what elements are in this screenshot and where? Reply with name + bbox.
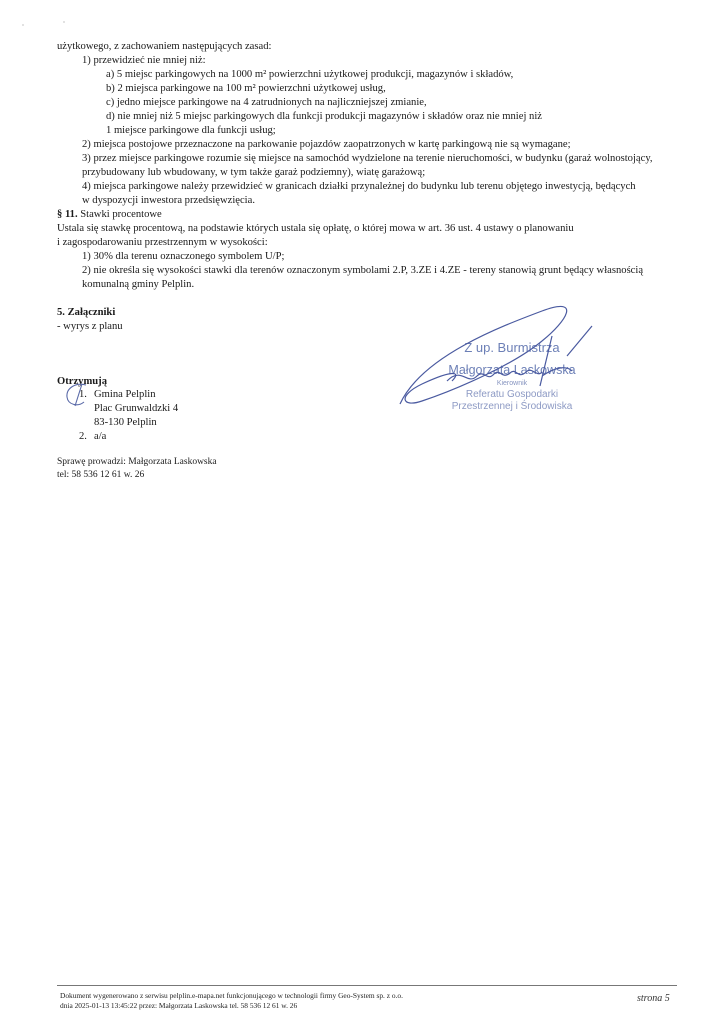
recipient-address: Plac Grunwaldzki 4 bbox=[94, 403, 179, 414]
stamp-line: Z up. Burmistrza bbox=[464, 340, 560, 355]
text-line: i zagospodarowaniu przestrzennym w wysokości: bbox=[57, 237, 268, 248]
list-item: 1) 30% dla terenu oznaczonego symbolem U/P; bbox=[82, 251, 285, 262]
recipient-number: 2. bbox=[79, 431, 87, 442]
list-item: c) jedno miejsce parkingowe na 4 zatrudnionych na najliczniejszej zmianie, bbox=[106, 97, 427, 108]
text-line: użytkowego, z zachowaniem następujących zasad: bbox=[57, 41, 272, 52]
text-line: Ustala się stawkę procentową, na podstawie których ustala się opłatę, o której mowa w art. 36 ust. 4 ustawy o planowaniu bbox=[57, 223, 574, 234]
page-number: strona 5 bbox=[637, 993, 670, 1004]
section-heading bbox=[57, 208, 162, 221]
list-item: 2) miejsca postojowe przeznaczone na parkowanie pojazdów zaopatrzonych w kartę parkingową nie są wymagane; bbox=[82, 139, 571, 150]
recipient-name: a/a bbox=[94, 431, 107, 442]
list-item: 3) przez miejsce parkingowe rozumie się miejsce na samochód wydzielone na terenie nieruchomości, w budynku (garaż wolnostojący, bbox=[82, 153, 653, 164]
handled-by: Sprawę prowadzi: Małgorzata Laskowska bbox=[57, 457, 217, 467]
scan-specks bbox=[20, 20, 70, 30]
recipient-name: Gmina Pelplin bbox=[94, 389, 156, 400]
recipient-postcode: 83-130 Pelplin bbox=[94, 417, 157, 428]
footer-divider bbox=[57, 985, 677, 986]
stamp-line: Przestrzennej i Środowiska bbox=[451, 401, 573, 412]
list-item-continuation: przybudowany lub wbudowany, w tym także garaż podziemny), wiatę garażową; bbox=[82, 167, 426, 178]
handwritten-signature-icon bbox=[392, 296, 632, 421]
stamp-line: Referatu Gospodarki bbox=[465, 389, 559, 400]
stamp-name: Małgorzata Laskowska bbox=[448, 363, 576, 377]
attachment-item: - wyrys z planu bbox=[57, 321, 123, 332]
stamp-line: Kierownik bbox=[496, 380, 528, 387]
handwritten-circle-mark bbox=[64, 382, 94, 408]
attachments-heading: 5. Załączniki bbox=[57, 307, 116, 318]
section-title: Stawki procentowe bbox=[80, 209, 162, 220]
recipients-heading: Otrzymują bbox=[57, 376, 108, 387]
list-item: d) nie mniej niż 5 miejsc parkingowych dla funkcji produkcji magazynów i składów oraz nie mniej niż bbox=[106, 111, 542, 122]
list-item: 1) przewidzieć nie mniej niż: bbox=[82, 55, 206, 66]
list-item-continuation: 1 miejsce parkingowe dla funkcji usług; bbox=[106, 125, 276, 136]
contact-phone: tel: 58 536 12 61 w. 26 bbox=[57, 470, 145, 480]
list-item: b) 2 miejsca parkingowe na 100 m² powierzchni użytkowej usług, bbox=[106, 83, 386, 94]
signature-stamp bbox=[392, 296, 632, 421]
footer-generated-details: dnia 2025-01-13 13:45:22 przez: Małgorzata Laskowska tel. 58 536 12 61 w. 26 bbox=[60, 1001, 298, 1010]
list-item-continuation: w dyspozycji inwestora przedsięwzięcia. bbox=[82, 195, 255, 206]
recipient-number: 1. bbox=[79, 389, 87, 400]
list-item: 2) nie określa się wysokości stawki dla terenów oznaczonym symbolami 2.P, 3.ZE i 4.ZE - tereny stanowią grunt będący własnością bbox=[82, 265, 644, 276]
section-number: § 11. bbox=[57, 209, 78, 220]
list-item: 4) miejsca parkingowe należy przewidzieć w granicach działki przynależnej do budynku lub terenu objętego inwestycją, będących bbox=[82, 181, 636, 192]
list-item: a) 5 miejsc parkingowych na 1000 m² powierzchni użytkowej produkcji, magazynów i składów, bbox=[106, 69, 514, 80]
list-item-continuation: komunalną gminy Pelplin. bbox=[82, 279, 195, 290]
footer-generated-note: Dokument wygenerowano z serwisu pelplin.e-mapa.net funkcjonującego w technologii firmy Geo-System sp. z o.o. bbox=[60, 991, 403, 1000]
